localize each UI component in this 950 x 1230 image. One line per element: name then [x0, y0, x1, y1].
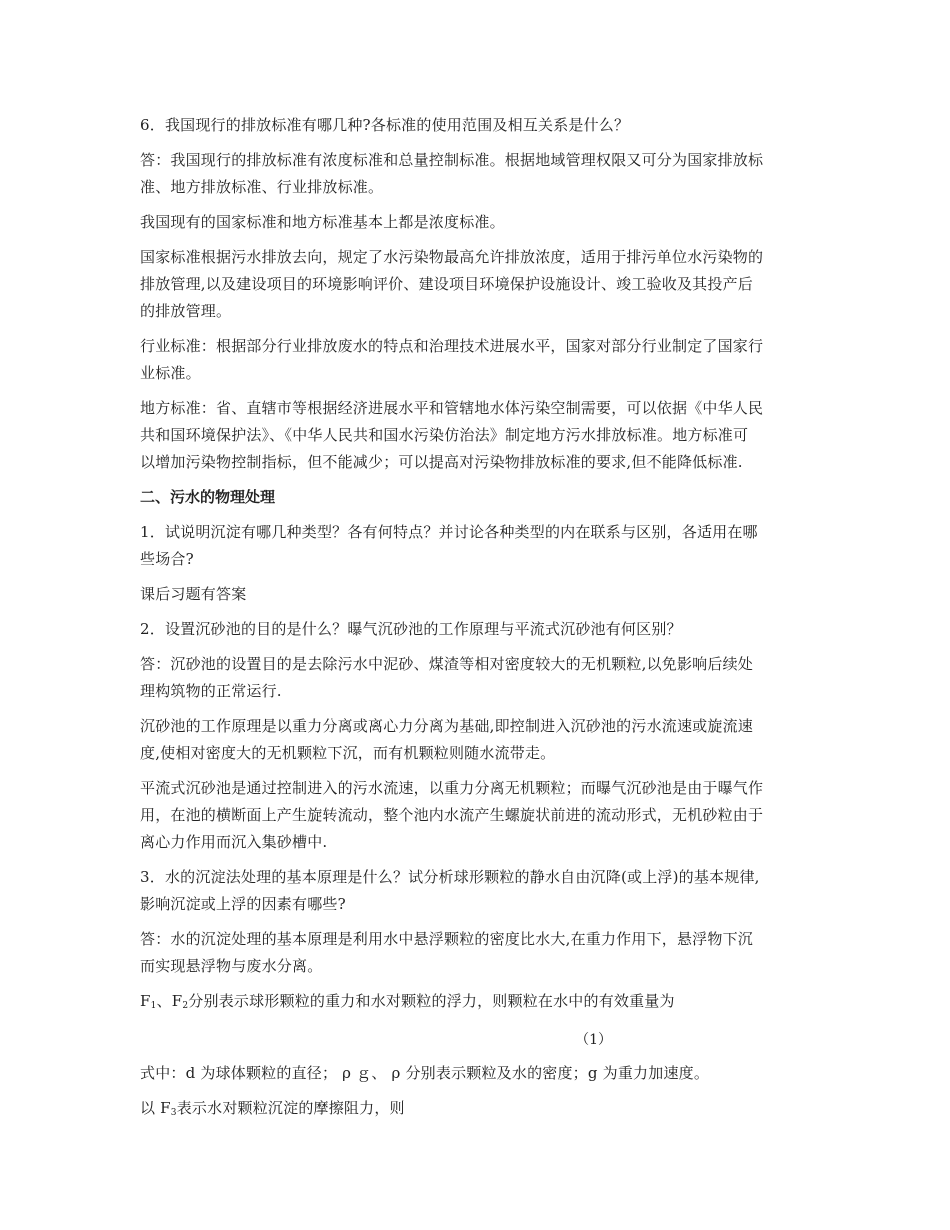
- answer-6-local-standard: 地方标准：省、直辖市等根据经济进展水平和管辖地水体污染空制需要，可以依据《中华人民 共和国环境保护法》、《中华人民共和国水污染仿治法》制定地方污水排放标准。地方标准可 以增加污染物控制指标，但不能减少；可以提高对污染物排放标准的要求,但不能降低标准.: [140, 399, 764, 471]
- answer-6-national-standard: 国家标准根据污水排放去向，规定了水污染物最高允许排放浓度，适用于排污单位水污染物的 排放管理,以及建设项目的环境影响评价、建设项目环境保护设施设计、竣工验收及其投产后 的排放管理。: [140, 248, 764, 320]
- answer-1-note: 课后习题有答案: [140, 585, 247, 603]
- document-page: [140, 112, 812, 1135]
- answer-6-concentration: 我国现有的国家标准和地方标准基本上都是浓度标准。: [140, 213, 505, 231]
- question-2: 2．设置沉砂池的目的是什么？曝气沉砂池的工作原理与平流式沉砂池有何区别？: [140, 620, 682, 638]
- question-3: 3．水的沉淀法处理的基本原理是什么？试分析球形颗粒的静水自由沉降(或上浮)的基本规律, 影响沉淀或上浮的因素有哪些?: [140, 868, 760, 913]
- force-definition: $F_1$、$F_2$分别表示球形颗粒的重力和水对颗粒的浮力，则颗粒在水中的有效重量为: [140, 992, 675, 1011]
- variable-definitions: 式中：d 为球体颗粒的直径； ρ ｇ、 ρ 分别表示颗粒及水的密度；g 为重力加速度。: [140, 1064, 710, 1082]
- equation-number: （1）: [575, 1032, 612, 1048]
- answer-2-comparison: 平流式沉砂池是通过控制进入的污水流速，以重力分离无机颗粒；而曝气沉砂池是由于曝气作 用，在池的横断面上产生旋转流动，整个池内水流产生螺旋状前进的流动形式，无机砂粒由于 离心力作用而沉入集砂槽中.: [140, 779, 764, 851]
- question-6: 6．我国现行的排放标准有哪几种?各标准的使用范围及相互关系是什么？: [140, 116, 630, 134]
- answer-2-principle: 沉砂池的工作原理是以重力分离或离心力分离为基础,即控制进入沉砂池的污水流速或旋流速 度,使相对密度大的无机颗粒下沉，而有机颗粒则随水流带走。: [140, 717, 753, 762]
- answer-2-purpose: 答：沉砂池的设置目的是去除污水中泥砂、煤渣等相对密度较大的无机颗粒,以免影响后续处 理构筑物的正常运行.: [140, 655, 753, 700]
- friction-definition: 以 $F_3$表示水对颗粒沉淀的摩擦阻力，则: [140, 1099, 405, 1118]
- answer-6-industry-standard: 行业标准：根据部分行业排放废水的特点和治理技术进展水平，国家对部分行业制定了国家行 业标准。: [140, 337, 764, 382]
- question-1: 1．试说明沉淀有哪几种类型？各有何特点？并讨论各种类型的内在联系与区别，各适用在哪 些场合?: [140, 523, 758, 568]
- answer-6-intro: 答：我国现行的排放标准有浓度标准和总量控制标准。根据地域管理权限又可分为国家排放标 准、地方排放标准、行业排放标准。: [140, 151, 764, 196]
- answer-3-principle: 答：水的沉淀处理的基本原理是利用水中悬浮颗粒的密度比水大,在重力作用下，悬浮物下沉 而实现悬浮物与废水分离。: [140, 930, 753, 975]
- section-heading: 二、污水的物理处理: [140, 488, 276, 506]
